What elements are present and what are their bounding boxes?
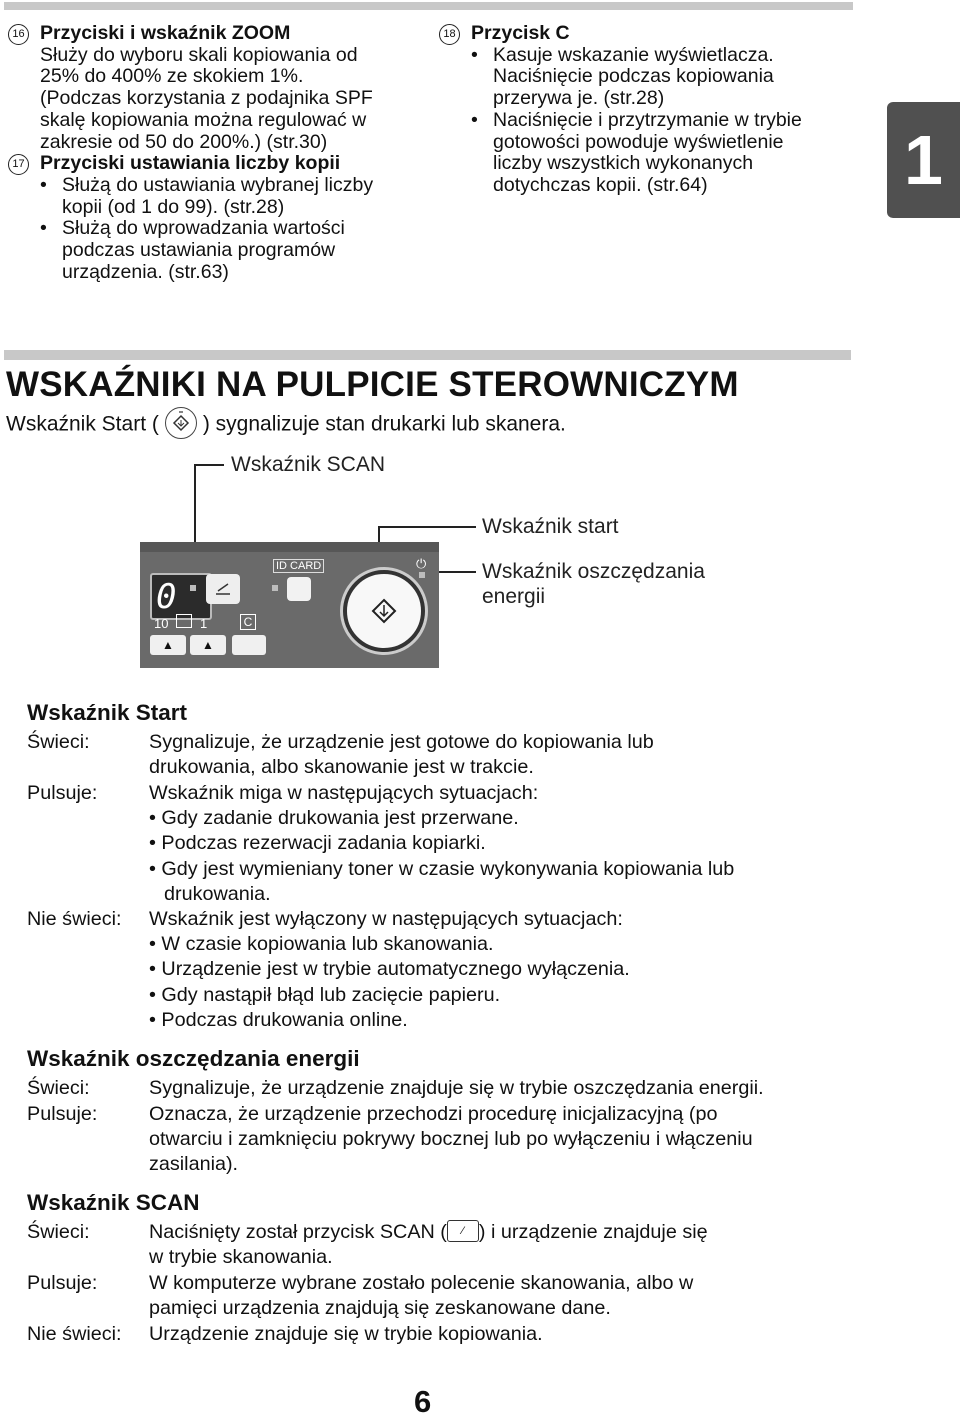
section-intro: Wskaźnik Start ( ) sygnalizuje stan drukarki lub skanera. bbox=[6, 409, 566, 441]
count-10-label: 10 bbox=[154, 616, 169, 631]
scan-indicator-led bbox=[190, 585, 196, 591]
power-icon: ⏻ bbox=[416, 556, 427, 571]
label-energy-indicator: Wskaźnik oszczędzania bbox=[482, 560, 705, 583]
id-card-label: ID CARD bbox=[273, 559, 324, 573]
chapter-tab: 1 bbox=[887, 102, 960, 218]
item-17-title: 17 Przyciski ustawiania liczby kopii bbox=[40, 153, 440, 175]
bullet-item: • Służą do ustawiania wybranej liczby kopii (od 1 do 99). (str.28) bbox=[40, 175, 440, 218]
label-scan-indicator: Wskaźnik SCAN bbox=[231, 453, 386, 476]
clear-label: C bbox=[240, 614, 256, 630]
item-16-line: (Podczas korzystania z podajnika SPF bbox=[40, 87, 373, 110]
bullet-item: • Służą do wprowadzania wartości podczas ustawiania programów urządzenia. (str.63) bbox=[40, 218, 440, 283]
scan-button[interactable] bbox=[206, 574, 240, 604]
energy-heading: Wskaźnik oszczędzania energii bbox=[27, 1046, 360, 1071]
copy-count-display: 0 bbox=[150, 573, 212, 620]
section-rule bbox=[4, 350, 851, 360]
label-energy-indicator-2: energii bbox=[482, 585, 546, 608]
item-16-title: 16 Przyciski i wskaźnik ZOOM bbox=[40, 23, 440, 45]
copy-up-10-button[interactable]: ▲ bbox=[150, 635, 186, 655]
item-16-line: 25% do 400% ze skokiem 1%. bbox=[40, 65, 304, 88]
id-card-button[interactable] bbox=[287, 577, 311, 601]
leader-line bbox=[194, 464, 224, 466]
count-1-label: 1 bbox=[200, 616, 208, 631]
section-title: WSKAŹNIKI NA PULPICIE STEROWNICZYM bbox=[6, 365, 739, 404]
bullet-item: • Kasuje wskazanie wyświetlacza. Naciśnięcie podczas kopiowania przerywa je. (str.28) bbox=[471, 45, 871, 110]
page-number: 6 bbox=[414, 1384, 432, 1419]
item-16-line: zakresie od 50 do 200%.) (str.30) bbox=[40, 130, 328, 153]
right-column bbox=[443, 22, 871, 197]
item-18-title: 18 Przycisk C bbox=[471, 23, 871, 45]
left-column bbox=[12, 22, 440, 283]
start-heading: Wskaźnik Start bbox=[27, 700, 188, 725]
id-card-led bbox=[272, 585, 278, 591]
copy-up-1-button[interactable]: ▲ bbox=[190, 635, 226, 655]
start-button[interactable] bbox=[343, 570, 425, 652]
copies-icon bbox=[176, 614, 192, 628]
item-16-line: skalę kopiowania można regulować w bbox=[40, 108, 367, 131]
number-badge-16: 16 bbox=[8, 24, 29, 45]
scan-icon: ⁄ bbox=[447, 1220, 479, 1242]
number-badge-17: 17 bbox=[8, 154, 29, 175]
label-start-indicator: Wskaźnik start bbox=[482, 515, 619, 538]
bullet-item: • Naciśnięcie i przytrzymanie w trybie gotowości powoduje wyświetlenie liczby wszystkich wykonanych dotychczas kopii. (str.64) bbox=[471, 110, 871, 197]
scan-heading: Wskaźnik SCAN bbox=[27, 1190, 200, 1215]
item-16-line: Służy do wyboru skali kopiowania od bbox=[40, 43, 358, 66]
start-icon bbox=[165, 407, 197, 439]
top-rule bbox=[4, 2, 853, 10]
number-badge-18: 18 bbox=[439, 24, 460, 45]
leader-line bbox=[378, 526, 476, 528]
clear-button[interactable] bbox=[232, 635, 266, 655]
